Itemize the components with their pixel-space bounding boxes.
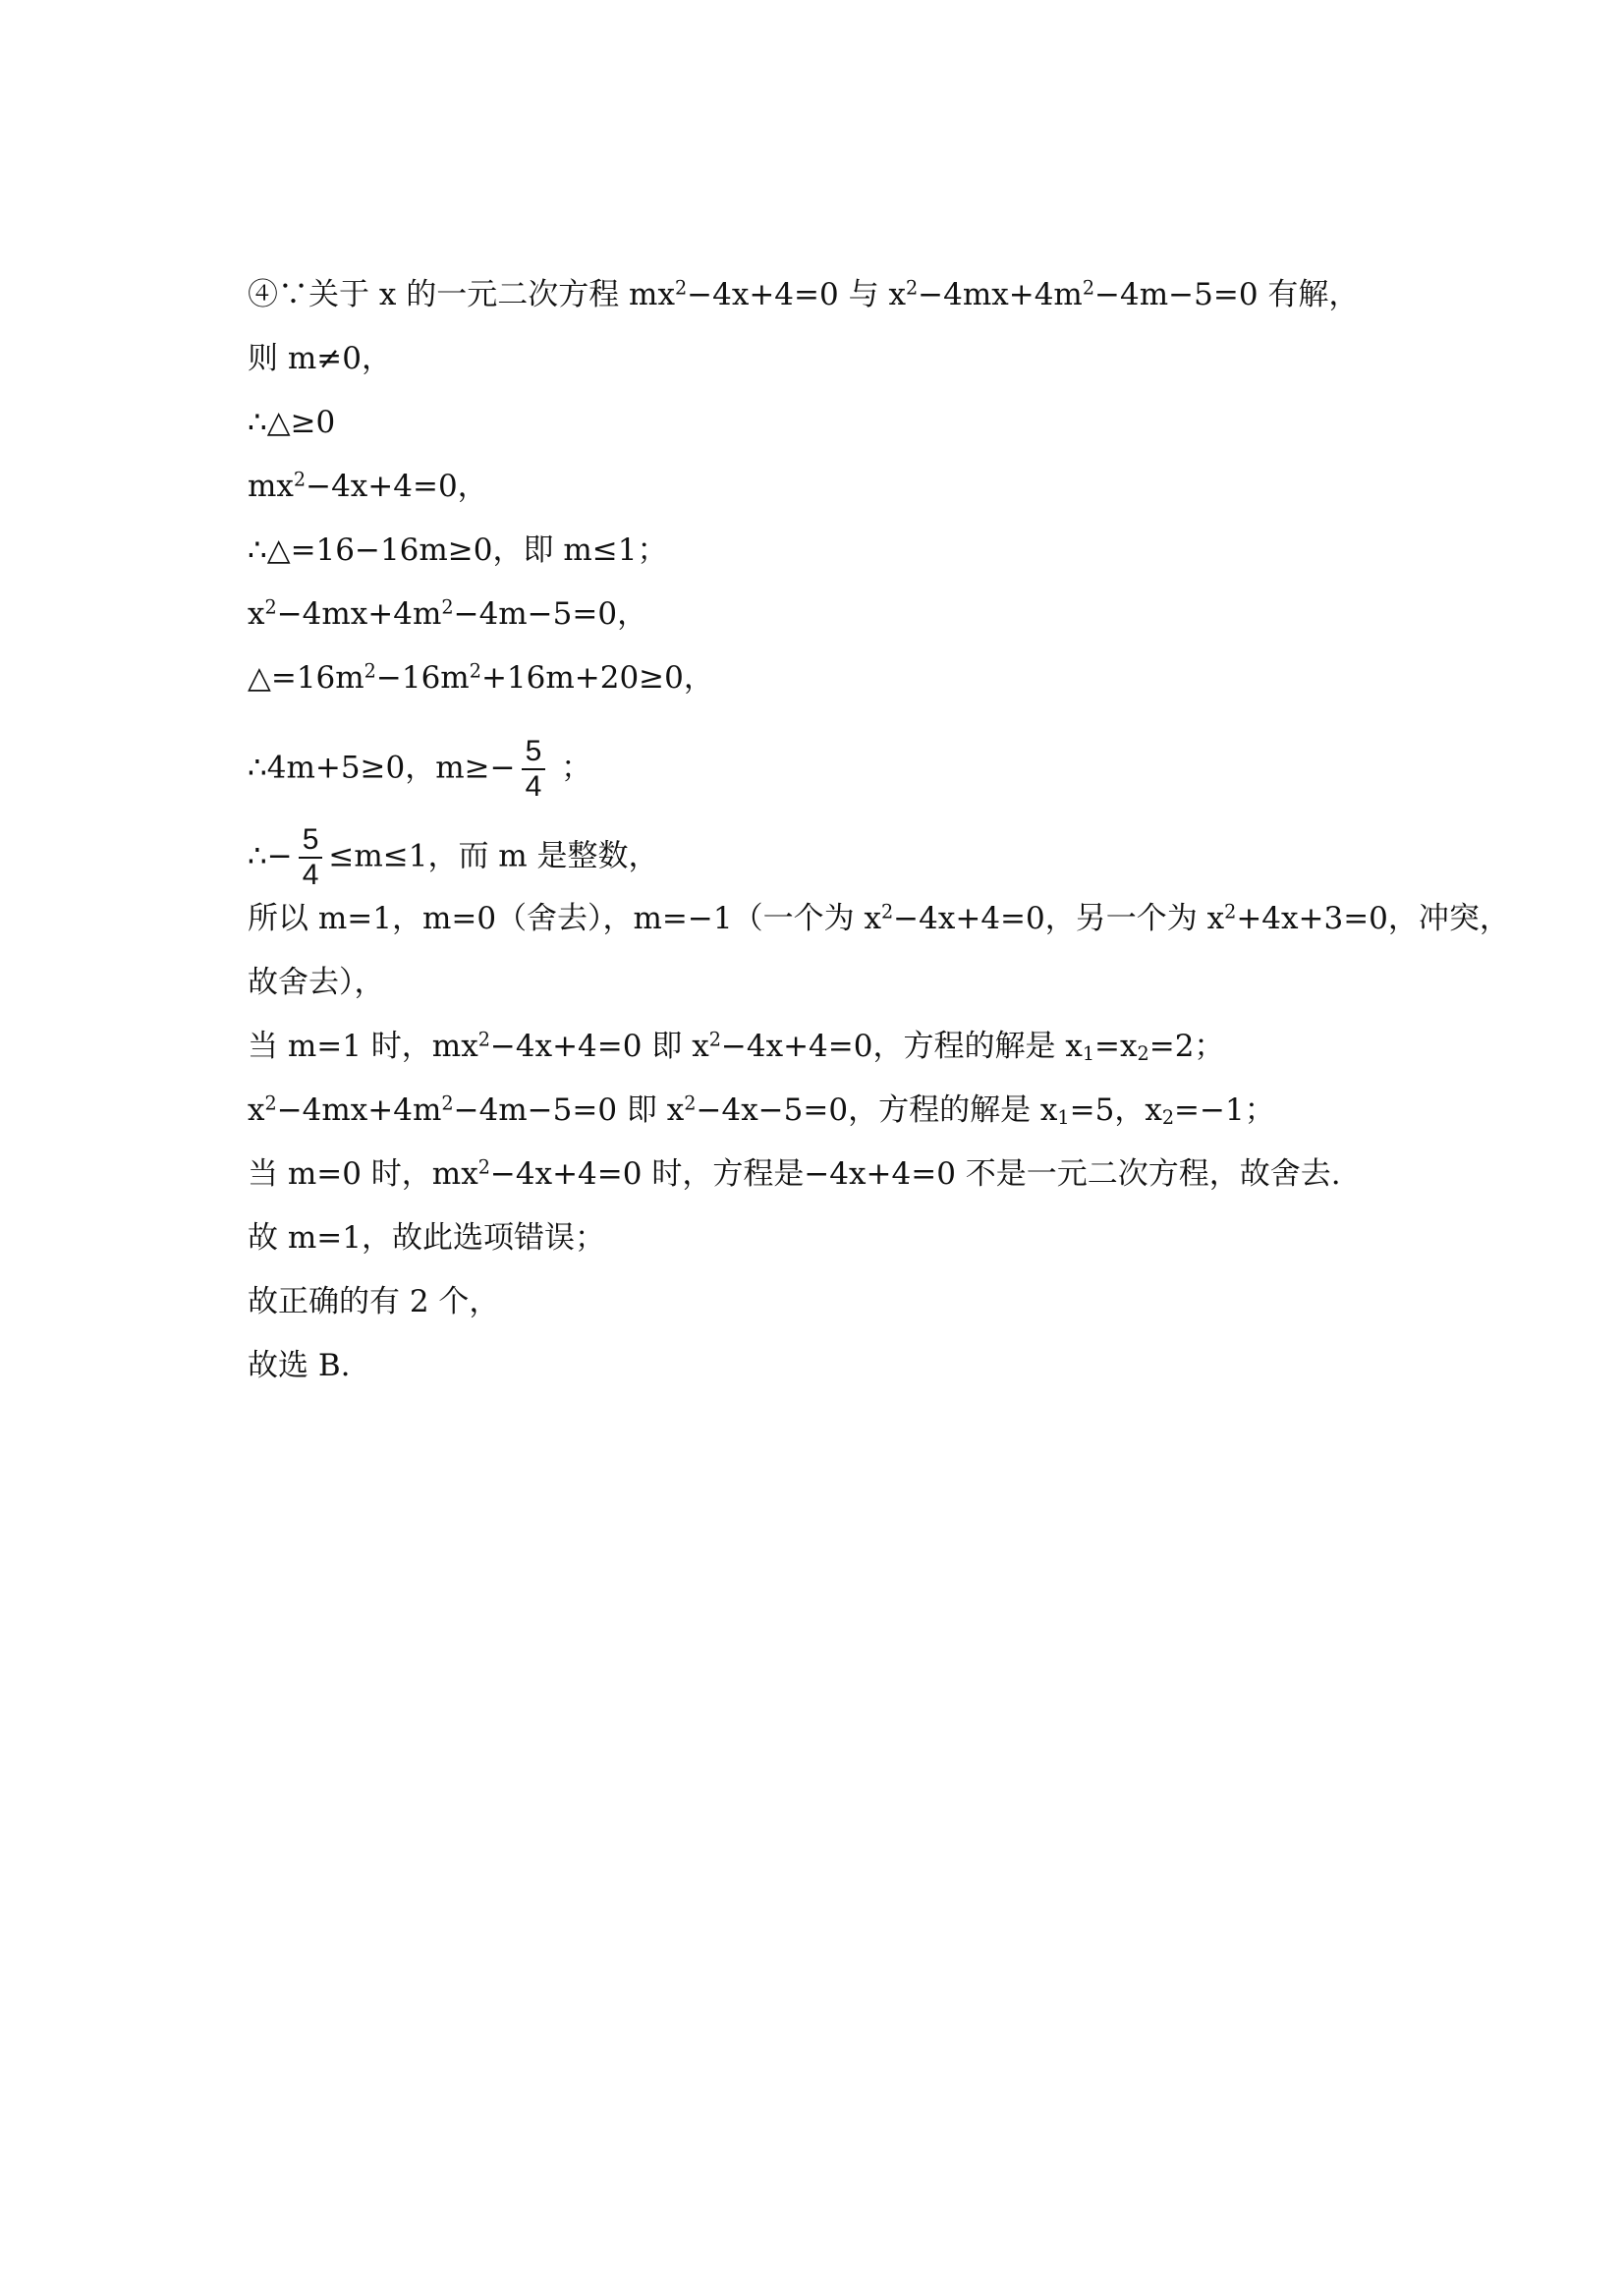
solution-line-7 xyxy=(248,658,714,698)
superscript: 2 xyxy=(469,659,481,683)
text-run: 故正确的有 2 个， xyxy=(248,1284,500,1319)
subscript: 2 xyxy=(1137,1041,1149,1065)
text-run: −4x+4=0 时，方程是−4x+4=0 不是一元二次方程，故舍去. xyxy=(489,1156,1341,1192)
superscript: 2 xyxy=(905,276,919,300)
text-run: 故舍去）， xyxy=(248,965,385,1000)
text-run: 则 m≠0， xyxy=(248,341,392,376)
text-run: −4x+4=0，方程的解是 x xyxy=(720,1029,1083,1064)
text-run: =5，x xyxy=(1069,1092,1162,1128)
text-run: x xyxy=(248,1092,265,1128)
text-run: −16m xyxy=(375,660,470,696)
text-run: −4m−5=0， xyxy=(453,596,648,632)
text-run: △=16m xyxy=(248,660,364,696)
text-run: +4x+3=0，冲突， xyxy=(1236,901,1510,936)
fraction-denominator: 4 xyxy=(302,859,319,891)
text-run: =2； xyxy=(1148,1029,1225,1064)
subscript: 1 xyxy=(1082,1041,1095,1065)
fraction xyxy=(299,823,323,892)
text-run: −4x+4=0 即 x xyxy=(489,1029,709,1064)
subscript: 2 xyxy=(1161,1105,1175,1129)
solution-line-6 xyxy=(248,594,647,634)
superscript: 2 xyxy=(684,1092,697,1115)
solution-line-1 xyxy=(248,275,1359,314)
solution-line-11 xyxy=(248,963,385,1002)
text-run: =x xyxy=(1094,1029,1138,1064)
solution-line-10 xyxy=(248,899,1510,938)
text-run: −4mx+4m xyxy=(276,1092,442,1128)
superscript: 2 xyxy=(674,276,688,300)
superscript: 2 xyxy=(1082,276,1095,300)
subscript: 1 xyxy=(1057,1105,1070,1129)
text-run: −4x+4=0 与 x xyxy=(687,277,906,312)
solution-line-12 xyxy=(248,1027,1224,1066)
superscript: 2 xyxy=(708,1028,721,1051)
superscript: 2 xyxy=(477,1155,490,1179)
solution-line-5 xyxy=(248,531,667,570)
superscript: 2 xyxy=(364,659,376,683)
superscript: 2 xyxy=(293,468,307,491)
text-run: =−1； xyxy=(1174,1092,1275,1128)
text-run: −4x−5=0，方程的解是 x xyxy=(696,1092,1058,1128)
text-run: mx xyxy=(248,469,294,504)
text-run: ∴4m+5≥0，m≥− xyxy=(248,750,516,786)
solution-line-3 xyxy=(248,403,335,442)
superscript: 2 xyxy=(264,595,277,619)
solution-line-14 xyxy=(248,1154,1341,1194)
fraction xyxy=(522,735,546,804)
superscript: 2 xyxy=(441,1092,454,1115)
solution-line-13 xyxy=(248,1091,1275,1130)
superscript: 2 xyxy=(477,1028,490,1051)
text-run: ∴− xyxy=(248,838,293,874)
text-run: 当 m=1 时，mx xyxy=(248,1029,478,1064)
text-run: −4m−5=0 有解， xyxy=(1094,277,1360,312)
text-run: ≤m≤1，而 m 是整数， xyxy=(328,838,659,874)
text-run: x xyxy=(248,596,265,632)
fraction-numerator: 5 xyxy=(299,823,323,859)
text-run: ； xyxy=(551,750,592,786)
text-run: 故选 B. xyxy=(248,1348,351,1383)
solution-line-8 xyxy=(248,735,591,804)
solution-line-16 xyxy=(248,1282,499,1321)
superscript: 2 xyxy=(1224,900,1237,924)
text-run: −4m−5=0 即 x xyxy=(453,1092,685,1128)
solution-line-15 xyxy=(248,1218,605,1258)
text-run: ∴△≥0 xyxy=(248,405,336,440)
text-run: 当 m=0 时，mx xyxy=(248,1156,478,1192)
superscript: 2 xyxy=(264,1092,277,1115)
text-run: ④∵关于 x 的一元二次方程 mx xyxy=(248,277,675,312)
text-run: −4mx+4m xyxy=(276,596,442,632)
solution-line-2 xyxy=(248,339,392,378)
solution-line-9 xyxy=(248,823,659,892)
text-run: +16m+20≥0， xyxy=(480,660,714,696)
fraction-denominator: 4 xyxy=(525,770,542,803)
text-run: −4x+4=0， xyxy=(306,469,488,504)
text-run: 所以 m=1，m=0（舍去），m=−1（一个为 x xyxy=(248,901,881,936)
superscript: 2 xyxy=(880,900,894,924)
text-run: 故 m=1，故此选项错误； xyxy=(248,1220,605,1256)
text-run: −4mx+4m xyxy=(918,277,1083,312)
text-run: ∴△=16−16m≥0，即 m≤1； xyxy=(248,532,668,568)
text-run: −4x+4=0，另一个为 x xyxy=(893,901,1225,936)
superscript: 2 xyxy=(441,595,454,619)
solution-line-4 xyxy=(248,467,488,506)
fraction-numerator: 5 xyxy=(522,735,546,770)
solution-line-17 xyxy=(248,1346,351,1385)
